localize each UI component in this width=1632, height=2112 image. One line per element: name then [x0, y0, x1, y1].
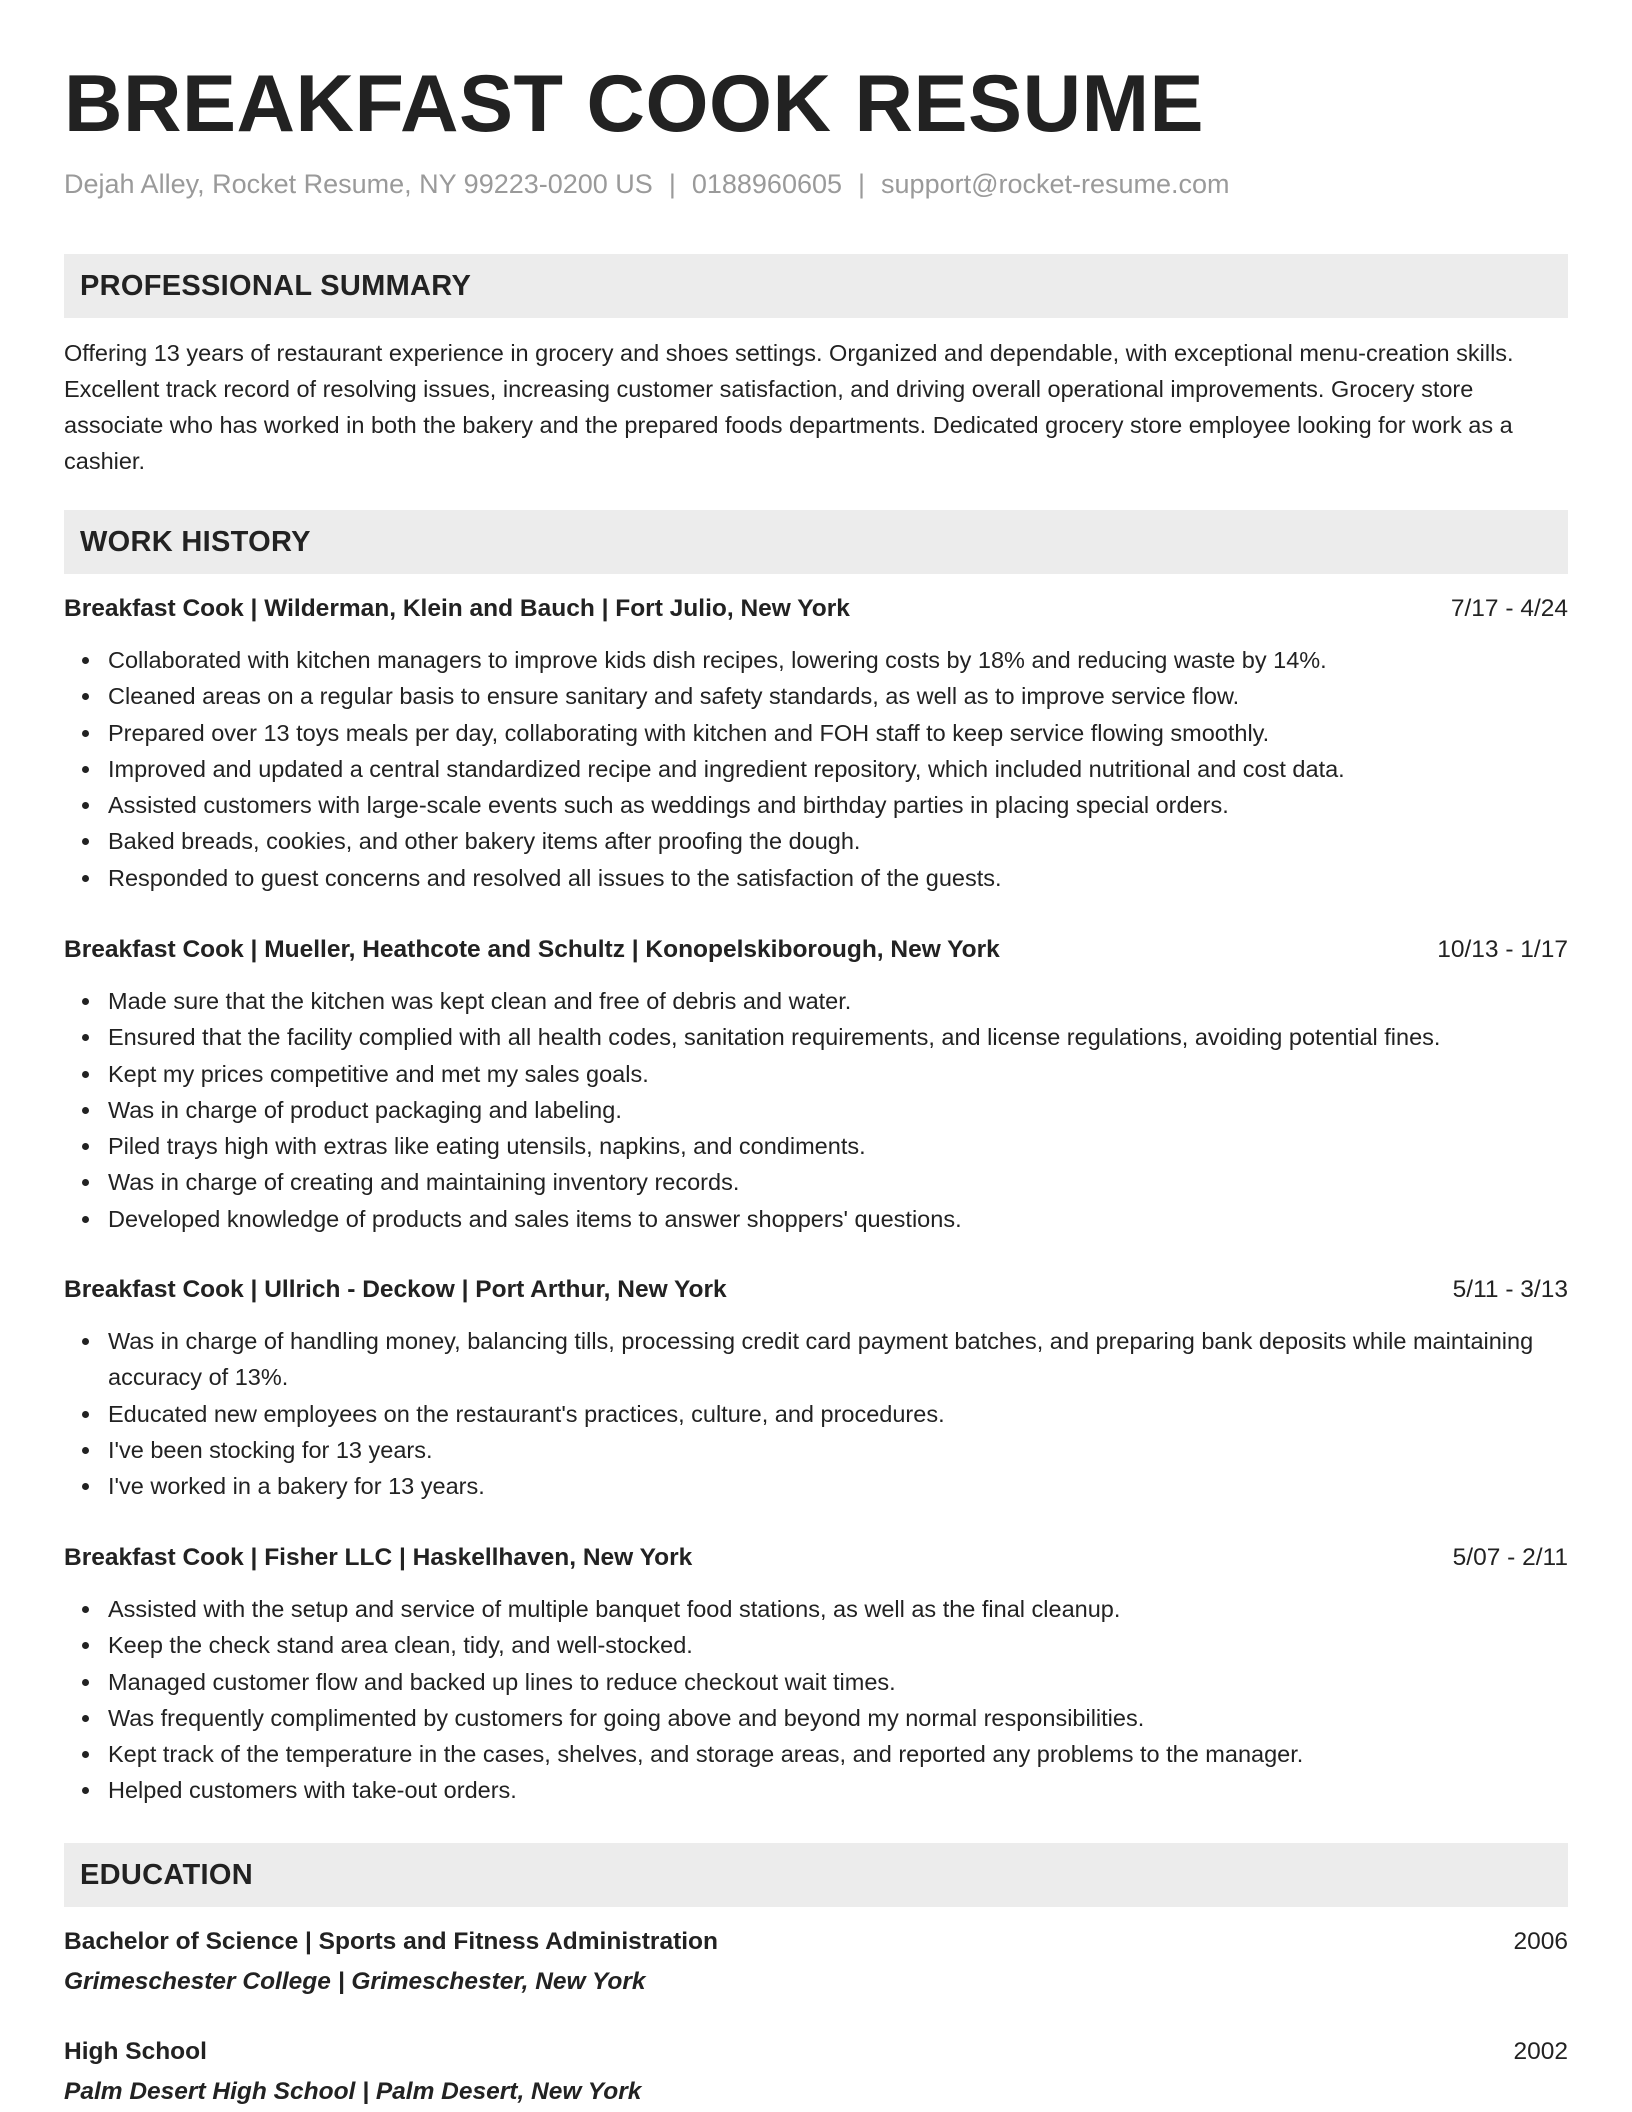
job-title: Breakfast Cook | Mueller, Heathcote and Schultz | Konopelskiborough, New York [64, 936, 1000, 963]
summary-heading: PROFESSIONAL SUMMARY [80, 269, 472, 302]
resume-title: BREAKFAST COOK RESUME [64, 59, 1205, 149]
education-entry [64, 1925, 1568, 1999]
education-year: 2006 [1513, 1928, 1568, 1955]
job-duty-item: Cleaned areas on a regular basis to ensure sanitary and safety standards, as well as to improve service flow. [108, 678, 1568, 714]
contact-line [64, 166, 1230, 202]
education-entry [64, 2035, 1568, 2109]
job-duty-item: Was in charge of creating and maintaining inventory records. [108, 1164, 1568, 1200]
job-dates: 7/17 - 4/24 [1450, 595, 1568, 622]
job-duty-item: Piled trays high with extras like eating utensils, napkins, and condiments. [108, 1128, 1568, 1164]
education-degree: High School [64, 2038, 207, 2065]
job-duty-item: Ensured that the facility complied with all health codes, sanitation requirements, and license regulations, avoiding potential fines. [108, 1019, 1568, 1055]
job-duty-item: Was in charge of handling money, balancing tills, processing credit card payment batches, and preparing bank deposits while maintaining accuracy of 13%. [108, 1323, 1568, 1396]
job-duty-item: Assisted customers with large-scale events such as weddings and birthday parties in placing special orders. [108, 787, 1568, 823]
education-section [64, 1843, 1568, 1907]
job-duties-list [64, 983, 1568, 1237]
contact-address: Dejah Alley, Rocket Resume, NY 99223-0200 US [64, 169, 653, 199]
job-dates: 5/07 - 2/11 [1452, 1544, 1568, 1571]
job-duty-item: Collaborated with kitchen managers to improve kids dish recipes, lowering costs by 18% and reducing waste by 14%. [108, 642, 1568, 678]
work-heading-bar [64, 510, 1568, 574]
job-entry [64, 933, 1568, 1237]
job-duty-item: Managed customer flow and backed up lines to reduce checkout wait times. [108, 1664, 1568, 1700]
job-dates: 10/13 - 1/17 [1437, 936, 1568, 963]
job-title: Breakfast Cook | Fisher LLC | Haskellhaven, New York [64, 1544, 693, 1571]
job-duty-item: Baked breads, cookies, and other bakery items after proofing the dough. [108, 823, 1568, 859]
job-entry [64, 1273, 1568, 1504]
contact-phone: 0188960605 [691, 169, 843, 199]
job-duty-item: Helped customers with take-out orders. [108, 1772, 1568, 1808]
job-duty-item: Improved and updated a central standardized recipe and ingredient repository, which included nutritional and cost data. [108, 751, 1568, 787]
job-duty-item: Responded to guest concerns and resolved all issues to the satisfaction of the guests. [108, 860, 1568, 896]
job-duty-item: Educated new employees on the restaurant's practices, culture, and procedures. [108, 1396, 1568, 1432]
job-duty-item: I've been stocking for 13 years. [108, 1432, 1568, 1468]
education-year: 2002 [1513, 2038, 1568, 2065]
job-duties-list [64, 642, 1568, 896]
job-duty-item: Was in charge of product packaging and labeling. [108, 1092, 1568, 1128]
job-duty-item: Assisted with the setup and service of multiple banquet food stations, as well as the final cleanup. [108, 1591, 1568, 1627]
job-duty-item: Kept my prices competitive and met my sales goals. [108, 1056, 1568, 1092]
job-title: Breakfast Cook | Wilderman, Klein and Bauch | Fort Julio, New York [64, 595, 850, 622]
work-heading: WORK HISTORY [80, 525, 311, 558]
job-duty-item: Made sure that the kitchen was kept clean and free of debris and water. [108, 983, 1568, 1019]
job-duty-item: I've worked in a bakery for 13 years. [108, 1468, 1568, 1504]
job-entry [64, 592, 1568, 896]
education-school: Grimeschester College | Grimeschester, New York [64, 1968, 646, 1995]
education-heading-bar [64, 1843, 1568, 1907]
job-duties-list [64, 1323, 1568, 1504]
summary-text: Offering 13 years of restaurant experience in grocery and shoes settings. Organized and dependable, with exceptional menu-creation skills. Excellent track record of resolving issues, increasing customer satisfaction, and driving overall operational improvements. Grocery store associate who has worked in both the bakery and the prepared foods departments. Dedicated grocery store employee looking for work as a cashier. [64, 340, 1514, 474]
contact-separator: | [668, 169, 676, 199]
education-heading: EDUCATION [80, 1858, 253, 1891]
job-dates: 5/11 - 3/13 [1452, 1276, 1568, 1303]
job-title: Breakfast Cook | Ullrich - Deckow | Port Arthur, New York [64, 1276, 727, 1303]
job-entry [64, 1541, 1568, 1809]
job-duty-item: Developed knowledge of products and sales items to answer shoppers' questions. [108, 1201, 1568, 1237]
job-duty-item: Keep the check stand area clean, tidy, and well-stocked. [108, 1627, 1568, 1663]
job-duty-item: Kept track of the temperature in the cases, shelves, and storage areas, and reported any problems to the manager. [108, 1736, 1568, 1772]
job-duty-item: Was frequently complimented by customers for going above and beyond my normal responsibilities. [108, 1700, 1568, 1736]
job-duty-item: Prepared over 13 toys meals per day, collaborating with kitchen and FOH staff to keep service flowing smoothly. [108, 715, 1568, 751]
summary-heading-bar [64, 254, 1568, 318]
education-school: Palm Desert High School | Palm Desert, New York [64, 2078, 642, 2105]
contact-email: support@rocket-resume.com [881, 169, 1230, 199]
summary-section [64, 254, 1568, 479]
contact-separator: | [858, 169, 866, 199]
work-history-section [64, 510, 1568, 574]
job-duties-list [64, 1591, 1568, 1809]
education-degree: Bachelor of Science | Sports and Fitness Administration [64, 1928, 718, 1955]
